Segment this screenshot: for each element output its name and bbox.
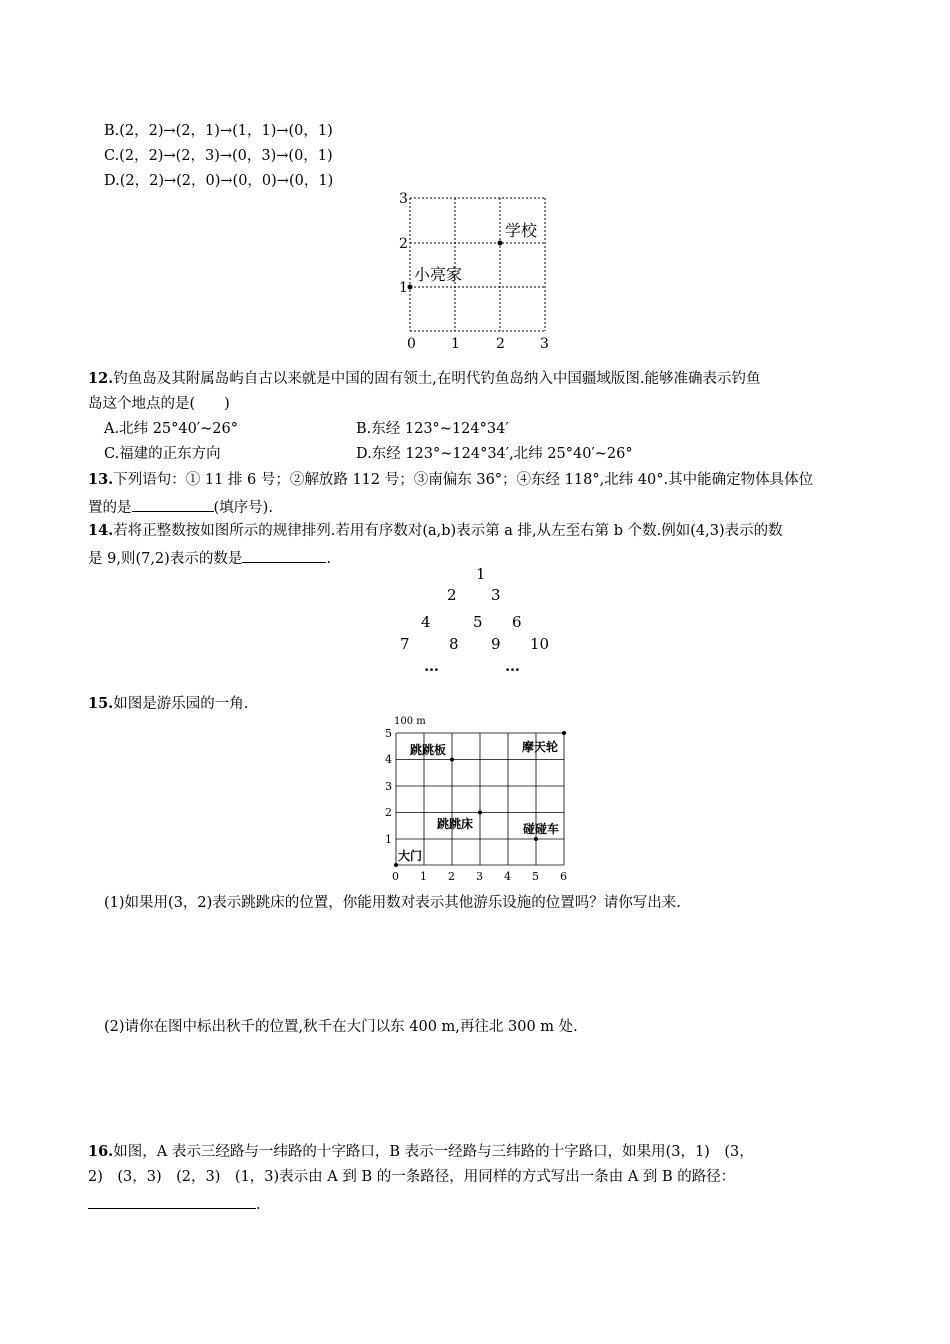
q16-stem-text3b: . (256, 1197, 261, 1213)
home-label: 小亮家 (414, 265, 463, 284)
triangle-number: 2 (447, 586, 457, 604)
triangle-ellipsis: … (424, 657, 439, 675)
q15-stem-line (88, 694, 248, 714)
y-tick-3: 3 (385, 780, 392, 793)
x-tick-3: 3 (540, 336, 549, 352)
x-tick-0: 0 (407, 336, 416, 352)
q16-number: 16. (88, 1143, 114, 1160)
x-tick-5: 5 (532, 870, 539, 883)
q13-stem-text2a: 置的是 (88, 500, 132, 516)
unit-label: 100 m (394, 716, 426, 727)
ferris-point (562, 731, 566, 735)
school-point (498, 241, 503, 246)
q14-stem-line1 (88, 521, 783, 541)
q14-stem-text1: 若将正整数按如图所示的规律排列.若用有序数对(a,b)表示第 a 排,从左至右第 b 个数.例如(4,3)表示的数 (113, 523, 783, 539)
q15-park-grid-figure (378, 712, 578, 884)
q12-stem-line2: 岛这个地点的是( ) (88, 396, 230, 412)
q16-answer-blank[interactable] (88, 1192, 256, 1209)
triangle-number: 1 (476, 565, 486, 583)
x-tick-0: 0 (392, 870, 399, 883)
q12-option-b: B.东经 123°~124°34′ (356, 421, 509, 437)
q16-stem-line3 (88, 1192, 261, 1215)
y-tick-2: 2 (399, 236, 408, 252)
x-tick-1: 1 (451, 336, 460, 352)
q12-stem-text1: 钓鱼岛及其附属岛屿自古以来就是中国的固有领土,在明代钓鱼岛纳入中国疆域版图.能够准确表示钓鱼 (113, 371, 761, 387)
q14-stem-line2 (88, 546, 331, 569)
q11-option-d: D.(2，2)→(2，0)→(0，0)→(0，1) (104, 173, 334, 189)
q15-stem-text: 如图是游乐园的一角. (113, 696, 249, 712)
q13-answer-blank[interactable] (132, 495, 214, 512)
q14-stem-text2a: 是 9,则(7,2)表示的数是 (88, 551, 243, 567)
home-point (408, 285, 413, 290)
y-tick-1: 1 (399, 280, 408, 296)
x-tick-1: 1 (420, 870, 427, 883)
trampoline-point (478, 811, 482, 815)
q15-number: 15. (88, 695, 114, 712)
bumper-label: 碰碰车 (523, 822, 560, 836)
triangle-ellipsis: … (505, 657, 520, 675)
triangle-number: 4 (421, 613, 431, 631)
q13-stem-line2 (88, 495, 273, 518)
q14-number: 14. (88, 522, 114, 539)
bumper-point (534, 837, 538, 841)
q14-stem-text2b: . (326, 551, 331, 567)
q13-stem-text1: 下列语句：① 11 排 6 号；②解放路 112 号；③南偏东 36°；④东经 118°,北纬 40°.其中能确定物体具体位 (113, 472, 814, 488)
y-tick-4: 4 (385, 753, 392, 766)
y-tick-2: 2 (385, 806, 392, 819)
q13-stem-line1 (88, 470, 813, 490)
triangle-number: 8 (449, 635, 459, 653)
triangle-number: 10 (530, 635, 550, 653)
q16-stem-text1: 如图，A 表示三经路与一纬路的十字路口，B 表示一经路与三纬路的十字路口，如果用(3，1) (3， (113, 1144, 754, 1160)
gate-point (394, 863, 398, 867)
trampoline-label: 跳跳床 (437, 817, 474, 831)
q12-option-a: A.北纬 25°40′~26° (104, 421, 238, 437)
gate-label: 大门 (398, 849, 423, 863)
seesaw-point (450, 758, 454, 762)
q14-answer-blank[interactable] (242, 546, 326, 563)
q15-part2: (2)请你在图中标出秋千的位置,秋千在大门以东 400 m,再往北 300 m 处. (104, 1019, 578, 1035)
y-tick-3: 3 (399, 191, 408, 207)
q11-option-b: B.(2，2)→(2，1)→(1，1)→(0，1) (104, 123, 333, 139)
q12-option-c: C.福建的正东方向 (104, 446, 221, 462)
q11-option-c: C.(2，2)→(2，3)→(0，3)→(0，1) (104, 148, 333, 164)
q12-option-d: D.东经 123°~124°34′,北纬 25°40′~26° (356, 446, 633, 462)
y-tick-1: 1 (385, 833, 392, 846)
q13-stem-text2b: (填序号). (213, 500, 273, 516)
q11-grid-figure (390, 190, 560, 355)
x-tick-2: 2 (448, 870, 455, 883)
ferris-label: 摩天轮 (522, 740, 559, 754)
seesaw-label: 跳跳板 (410, 743, 447, 757)
q16-stem-line2: 2) (3，3) (2，3) (1，3)表示由 A 到 B 的一条路径，用同样的方式写出一条由 A 到 B 的路径： (88, 1169, 736, 1185)
q16-stem-line1 (88, 1142, 754, 1162)
triangle-number: 7 (400, 635, 410, 653)
q12-stem-line1 (88, 369, 760, 389)
triangle-number: 9 (491, 635, 501, 653)
triangle-number: 5 (473, 613, 483, 631)
x-tick-3: 3 (476, 870, 483, 883)
x-tick-6: 6 (560, 870, 567, 883)
q15-part1: (1)如果用(3，2)表示跳跳床的位置，你能用数对表示其他游乐设施的位置吗？请你写出来. (104, 895, 681, 911)
triangle-number: 3 (491, 586, 501, 604)
y-tick-5: 5 (385, 727, 392, 740)
school-label: 学校 (505, 221, 538, 240)
q13-number: 13. (88, 471, 114, 488)
q12-number: 12. (88, 370, 114, 387)
triangle-number: 6 (512, 613, 522, 631)
x-tick-2: 2 (496, 336, 505, 352)
x-tick-4: 4 (504, 870, 511, 883)
